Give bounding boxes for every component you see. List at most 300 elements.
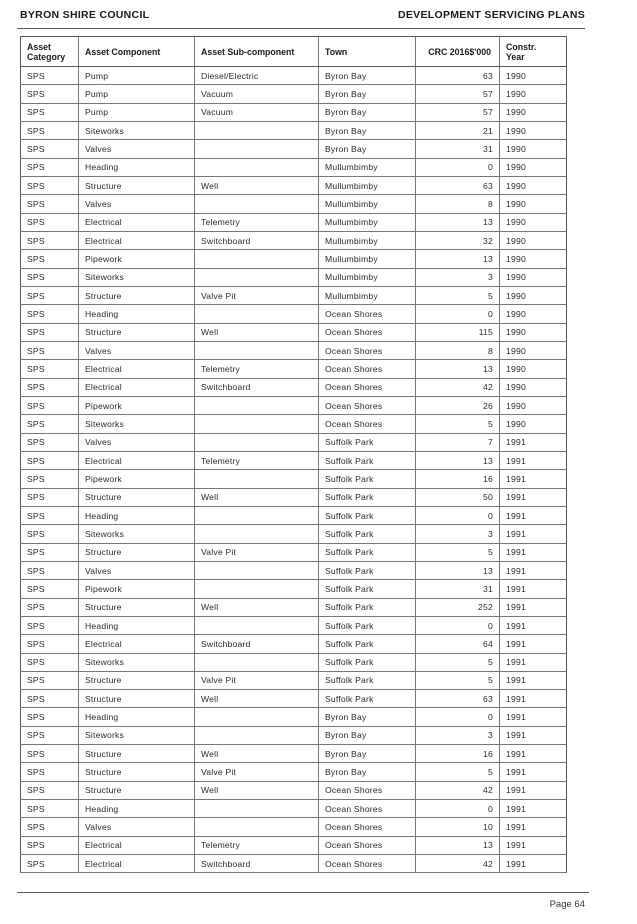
cell-year: 1991 — [500, 616, 567, 634]
cell-category: SPS — [21, 726, 79, 744]
cell-crc: 8 — [416, 195, 500, 213]
col-header-category — [21, 37, 79, 67]
cell-crc: 0 — [416, 158, 500, 176]
cell-town: Ocean Shores — [319, 378, 416, 396]
table-row — [21, 158, 567, 176]
cell-component: Pump — [79, 85, 195, 103]
cell-subcomponent: Well — [195, 745, 319, 763]
table-row — [21, 415, 567, 433]
col-header-year-line1: Constr. — [506, 41, 537, 52]
cell-year: 1991 — [500, 525, 567, 543]
cell-town: Suffolk Park — [319, 451, 416, 469]
cell-subcomponent: Telemetry — [195, 213, 319, 231]
cell-year: 1991 — [500, 800, 567, 818]
cell-component: Pipework — [79, 580, 195, 598]
table-row — [21, 671, 567, 689]
cell-component: Electrical — [79, 378, 195, 396]
cell-subcomponent: Valve Pit — [195, 763, 319, 781]
cell-year: 1991 — [500, 690, 567, 708]
cell-year: 1990 — [500, 103, 567, 121]
cell-year: 1990 — [500, 415, 567, 433]
cell-subcomponent: Vacuum — [195, 85, 319, 103]
cell-subcomponent — [195, 818, 319, 836]
cell-year: 1990 — [500, 85, 567, 103]
cell-subcomponent — [195, 433, 319, 451]
cell-crc: 13 — [416, 836, 500, 854]
cell-category: SPS — [21, 195, 79, 213]
cell-crc: 115 — [416, 323, 500, 341]
cell-subcomponent: Well — [195, 781, 319, 799]
cell-town: Ocean Shores — [319, 800, 416, 818]
cell-town: Ocean Shores — [319, 396, 416, 414]
cell-category: SPS — [21, 415, 79, 433]
table-row — [21, 616, 567, 634]
cell-category: SPS — [21, 836, 79, 854]
cell-component: Valves — [79, 195, 195, 213]
table-row — [21, 67, 567, 85]
cell-component: Pump — [79, 103, 195, 121]
cell-crc: 13 — [416, 561, 500, 579]
table-row — [21, 763, 567, 781]
cell-component: Electrical — [79, 855, 195, 873]
cell-category: SPS — [21, 781, 79, 799]
cell-category: SPS — [21, 103, 79, 121]
cell-component: Structure — [79, 286, 195, 304]
cell-town: Byron Bay — [319, 140, 416, 158]
cell-category: SPS — [21, 818, 79, 836]
cell-town: Ocean Shores — [319, 836, 416, 854]
cell-town: Byron Bay — [319, 763, 416, 781]
cell-subcomponent — [195, 396, 319, 414]
cell-year: 1991 — [500, 708, 567, 726]
cell-town: Suffolk Park — [319, 580, 416, 598]
col-header-year — [500, 37, 567, 67]
cell-subcomponent: Valve Pit — [195, 671, 319, 689]
cell-component: Structure — [79, 763, 195, 781]
cell-component: Siteworks — [79, 415, 195, 433]
table-row — [21, 781, 567, 799]
cell-subcomponent — [195, 726, 319, 744]
cell-component: Structure — [79, 671, 195, 689]
cell-year: 1991 — [500, 763, 567, 781]
cell-year: 1990 — [500, 268, 567, 286]
cell-component: Siteworks — [79, 268, 195, 286]
cell-year: 1990 — [500, 121, 567, 139]
cell-category: SPS — [21, 250, 79, 268]
cell-category: SPS — [21, 598, 79, 616]
cell-crc: 57 — [416, 103, 500, 121]
cell-crc: 32 — [416, 231, 500, 249]
cell-year: 1990 — [500, 158, 567, 176]
cell-subcomponent: Switchboard — [195, 378, 319, 396]
cell-crc: 13 — [416, 451, 500, 469]
cell-town: Suffolk Park — [319, 525, 416, 543]
cell-subcomponent — [195, 121, 319, 139]
cell-component: Electrical — [79, 836, 195, 854]
table-row — [21, 635, 567, 653]
cell-subcomponent — [195, 305, 319, 323]
cell-subcomponent: Telemetry — [195, 360, 319, 378]
cell-component: Heading — [79, 708, 195, 726]
cell-crc: 64 — [416, 635, 500, 653]
cell-subcomponent — [195, 653, 319, 671]
cell-year: 1991 — [500, 836, 567, 854]
cell-component: Siteworks — [79, 653, 195, 671]
table-row — [21, 543, 567, 561]
cell-year: 1991 — [500, 451, 567, 469]
cell-category: SPS — [21, 323, 79, 341]
cell-crc: 42 — [416, 378, 500, 396]
cell-year: 1990 — [500, 396, 567, 414]
cell-town: Suffolk Park — [319, 543, 416, 561]
cell-town: Byron Bay — [319, 67, 416, 85]
cell-crc: 0 — [416, 800, 500, 818]
cell-subcomponent — [195, 580, 319, 598]
cell-town: Mullumbimby — [319, 213, 416, 231]
cell-component: Siteworks — [79, 121, 195, 139]
cell-town: Suffolk Park — [319, 690, 416, 708]
cell-subcomponent: Telemetry — [195, 451, 319, 469]
cell-category: SPS — [21, 176, 79, 194]
cell-category: SPS — [21, 745, 79, 763]
cell-component: Structure — [79, 690, 195, 708]
cell-year: 1991 — [500, 855, 567, 873]
cell-crc: 252 — [416, 598, 500, 616]
cell-subcomponent — [195, 140, 319, 158]
cell-crc: 10 — [416, 818, 500, 836]
cell-category: SPS — [21, 488, 79, 506]
table-row — [21, 488, 567, 506]
cell-crc: 63 — [416, 67, 500, 85]
cell-crc: 0 — [416, 708, 500, 726]
asset-table — [20, 36, 567, 873]
cell-town: Byron Bay — [319, 103, 416, 121]
cell-category: SPS — [21, 800, 79, 818]
cell-subcomponent: Switchboard — [195, 635, 319, 653]
cell-category: SPS — [21, 543, 79, 561]
cell-crc: 31 — [416, 140, 500, 158]
cell-subcomponent: Diesel/Electric — [195, 67, 319, 85]
cell-crc: 0 — [416, 616, 500, 634]
cell-category: SPS — [21, 855, 79, 873]
table-row — [21, 451, 567, 469]
cell-year: 1990 — [500, 286, 567, 304]
cell-year: 1990 — [500, 341, 567, 359]
cell-component: Structure — [79, 323, 195, 341]
cell-subcomponent: Switchboard — [195, 231, 319, 249]
cell-crc: 0 — [416, 305, 500, 323]
cell-town: Ocean Shores — [319, 360, 416, 378]
cell-category: SPS — [21, 470, 79, 488]
cell-subcomponent: Well — [195, 488, 319, 506]
cell-category: SPS — [21, 561, 79, 579]
cell-crc: 5 — [416, 415, 500, 433]
table-row — [21, 103, 567, 121]
table-row — [21, 470, 567, 488]
cell-crc: 13 — [416, 360, 500, 378]
cell-category: SPS — [21, 378, 79, 396]
cell-crc: 16 — [416, 470, 500, 488]
cell-town: Byron Bay — [319, 726, 416, 744]
cell-year: 1990 — [500, 378, 567, 396]
cell-component: Structure — [79, 781, 195, 799]
table-row — [21, 561, 567, 579]
cell-town: Ocean Shores — [319, 855, 416, 873]
cell-subcomponent: Telemetry — [195, 836, 319, 854]
cell-subcomponent: Well — [195, 323, 319, 341]
cell-town: Suffolk Park — [319, 506, 416, 524]
cell-subcomponent: Valve Pit — [195, 543, 319, 561]
cell-town: Mullumbimby — [319, 231, 416, 249]
cell-category: SPS — [21, 305, 79, 323]
cell-town: Ocean Shores — [319, 781, 416, 799]
cell-category: SPS — [21, 506, 79, 524]
cell-town: Suffolk Park — [319, 616, 416, 634]
col-header-subcomponent: Asset Sub-component — [195, 37, 319, 67]
cell-category: SPS — [21, 653, 79, 671]
cell-subcomponent — [195, 195, 319, 213]
table-body — [21, 67, 567, 873]
cell-crc: 3 — [416, 726, 500, 744]
cell-subcomponent: Well — [195, 176, 319, 194]
table-row — [21, 341, 567, 359]
cell-year: 1991 — [500, 506, 567, 524]
cell-category: SPS — [21, 396, 79, 414]
cell-year: 1990 — [500, 213, 567, 231]
table-row — [21, 836, 567, 854]
cell-component: Electrical — [79, 213, 195, 231]
cell-year: 1991 — [500, 745, 567, 763]
cell-category: SPS — [21, 635, 79, 653]
cell-category: SPS — [21, 268, 79, 286]
col-header-component: Asset Component — [79, 37, 195, 67]
cell-category: SPS — [21, 121, 79, 139]
cell-year: 1991 — [500, 653, 567, 671]
cell-town: Byron Bay — [319, 708, 416, 726]
cell-category: SPS — [21, 451, 79, 469]
table-row — [21, 580, 567, 598]
cell-component: Valves — [79, 818, 195, 836]
cell-town: Byron Bay — [319, 745, 416, 763]
cell-year: 1990 — [500, 67, 567, 85]
cell-component: Heading — [79, 158, 195, 176]
cell-year: 1991 — [500, 726, 567, 744]
table-row — [21, 213, 567, 231]
cell-component: Structure — [79, 745, 195, 763]
cell-year: 1990 — [500, 305, 567, 323]
table-row — [21, 195, 567, 213]
cell-town: Byron Bay — [319, 85, 416, 103]
cell-town: Mullumbimby — [319, 195, 416, 213]
table-row — [21, 305, 567, 323]
table-row — [21, 231, 567, 249]
table-row — [21, 525, 567, 543]
cell-category: SPS — [21, 231, 79, 249]
cell-category: SPS — [21, 708, 79, 726]
cell-component: Valves — [79, 561, 195, 579]
cell-town: Ocean Shores — [319, 305, 416, 323]
cell-town: Suffolk Park — [319, 470, 416, 488]
cell-town: Mullumbimby — [319, 158, 416, 176]
table-row — [21, 286, 567, 304]
cell-subcomponent: Well — [195, 598, 319, 616]
cell-town: Suffolk Park — [319, 598, 416, 616]
cell-component: Heading — [79, 506, 195, 524]
table-row — [21, 323, 567, 341]
cell-year: 1991 — [500, 818, 567, 836]
cell-crc: 13 — [416, 250, 500, 268]
cell-subcomponent — [195, 506, 319, 524]
table-row — [21, 250, 567, 268]
cell-crc: 16 — [416, 745, 500, 763]
table-row — [21, 360, 567, 378]
table-row — [21, 140, 567, 158]
table-row — [21, 268, 567, 286]
cell-component: Pipework — [79, 250, 195, 268]
cell-subcomponent: Well — [195, 690, 319, 708]
cell-town: Suffolk Park — [319, 653, 416, 671]
cell-component: Structure — [79, 176, 195, 194]
cell-year: 1990 — [500, 231, 567, 249]
cell-year: 1991 — [500, 635, 567, 653]
cell-category: SPS — [21, 85, 79, 103]
cell-year: 1990 — [500, 176, 567, 194]
cell-town: Mullumbimby — [319, 268, 416, 286]
cell-town: Suffolk Park — [319, 488, 416, 506]
cell-town: Ocean Shores — [319, 415, 416, 433]
cell-component: Electrical — [79, 451, 195, 469]
cell-crc: 57 — [416, 85, 500, 103]
cell-subcomponent: Switchboard — [195, 855, 319, 873]
cell-town: Ocean Shores — [319, 323, 416, 341]
cell-category: SPS — [21, 213, 79, 231]
cell-component: Valves — [79, 433, 195, 451]
page-number: Page 64 — [549, 899, 585, 910]
cell-component: Valves — [79, 140, 195, 158]
cell-crc: 42 — [416, 855, 500, 873]
cell-component: Electrical — [79, 231, 195, 249]
cell-subcomponent — [195, 616, 319, 634]
cell-year: 1991 — [500, 671, 567, 689]
table-row — [21, 745, 567, 763]
table-row — [21, 396, 567, 414]
table-row — [21, 176, 567, 194]
cell-year: 1991 — [500, 580, 567, 598]
cell-crc: 5 — [416, 543, 500, 561]
cell-component: Heading — [79, 305, 195, 323]
cell-town: Suffolk Park — [319, 671, 416, 689]
cell-year: 1990 — [500, 195, 567, 213]
document-title: DEVELOPMENT SERVICING PLANS — [397, 9, 585, 21]
cell-component: Heading — [79, 616, 195, 634]
cell-component: Structure — [79, 488, 195, 506]
cell-crc: 5 — [416, 653, 500, 671]
cell-category: SPS — [21, 158, 79, 176]
table-row — [21, 85, 567, 103]
table-row — [21, 800, 567, 818]
cell-crc: 3 — [416, 525, 500, 543]
cell-subcomponent — [195, 268, 319, 286]
cell-year: 1990 — [500, 140, 567, 158]
cell-subcomponent: Vacuum — [195, 103, 319, 121]
organization-title: BYRON SHIRE COUNCIL — [20, 9, 150, 21]
col-header-category-line1: Asset — [27, 41, 51, 52]
cell-category: SPS — [21, 525, 79, 543]
cell-subcomponent: Valve Pit — [195, 286, 319, 304]
table-row — [21, 378, 567, 396]
cell-category: SPS — [21, 690, 79, 708]
cell-category: SPS — [21, 140, 79, 158]
cell-crc: 50 — [416, 488, 500, 506]
cell-crc: 5 — [416, 286, 500, 304]
cell-category: SPS — [21, 580, 79, 598]
cell-year: 1991 — [500, 488, 567, 506]
cell-crc: 26 — [416, 396, 500, 414]
cell-crc: 63 — [416, 176, 500, 194]
cell-year: 1991 — [500, 781, 567, 799]
table-row — [21, 653, 567, 671]
cell-crc: 63 — [416, 690, 500, 708]
cell-crc: 42 — [416, 781, 500, 799]
cell-year: 1990 — [500, 250, 567, 268]
cell-category: SPS — [21, 433, 79, 451]
cell-year: 1991 — [500, 470, 567, 488]
col-header-category-line2: Category — [27, 51, 66, 62]
table-row — [21, 818, 567, 836]
cell-town: Mullumbimby — [319, 176, 416, 194]
cell-component: Electrical — [79, 635, 195, 653]
cell-crc: 3 — [416, 268, 500, 286]
table-row — [21, 855, 567, 873]
cell-town: Suffolk Park — [319, 433, 416, 451]
cell-town: Suffolk Park — [319, 635, 416, 653]
cell-crc: 31 — [416, 580, 500, 598]
cell-subcomponent — [195, 708, 319, 726]
cell-town: Suffolk Park — [319, 561, 416, 579]
cell-component: Structure — [79, 598, 195, 616]
cell-subcomponent — [195, 800, 319, 818]
cell-component: Pipework — [79, 396, 195, 414]
cell-component: Valves — [79, 341, 195, 359]
cell-component: Siteworks — [79, 525, 195, 543]
cell-category: SPS — [21, 616, 79, 634]
cell-year: 1991 — [500, 543, 567, 561]
cell-crc: 8 — [416, 341, 500, 359]
cell-subcomponent — [195, 341, 319, 359]
table-header-row — [21, 37, 567, 67]
cell-town: Mullumbimby — [319, 250, 416, 268]
cell-component: Siteworks — [79, 726, 195, 744]
table-row — [21, 708, 567, 726]
cell-year: 1991 — [500, 433, 567, 451]
col-header-crc: CRC 2016$'000 — [416, 37, 500, 67]
cell-crc: 0 — [416, 506, 500, 524]
cell-subcomponent — [195, 250, 319, 268]
cell-category: SPS — [21, 67, 79, 85]
table-row — [21, 506, 567, 524]
col-header-town: Town — [319, 37, 416, 67]
cell-town: Mullumbimby — [319, 286, 416, 304]
cell-component: Heading — [79, 800, 195, 818]
cell-component: Pipework — [79, 470, 195, 488]
cell-year: 1991 — [500, 561, 567, 579]
cell-category: SPS — [21, 286, 79, 304]
cell-town: Ocean Shores — [319, 341, 416, 359]
table-row — [21, 121, 567, 139]
cell-crc: 5 — [416, 763, 500, 781]
header-divider — [17, 28, 585, 29]
cell-crc: 7 — [416, 433, 500, 451]
